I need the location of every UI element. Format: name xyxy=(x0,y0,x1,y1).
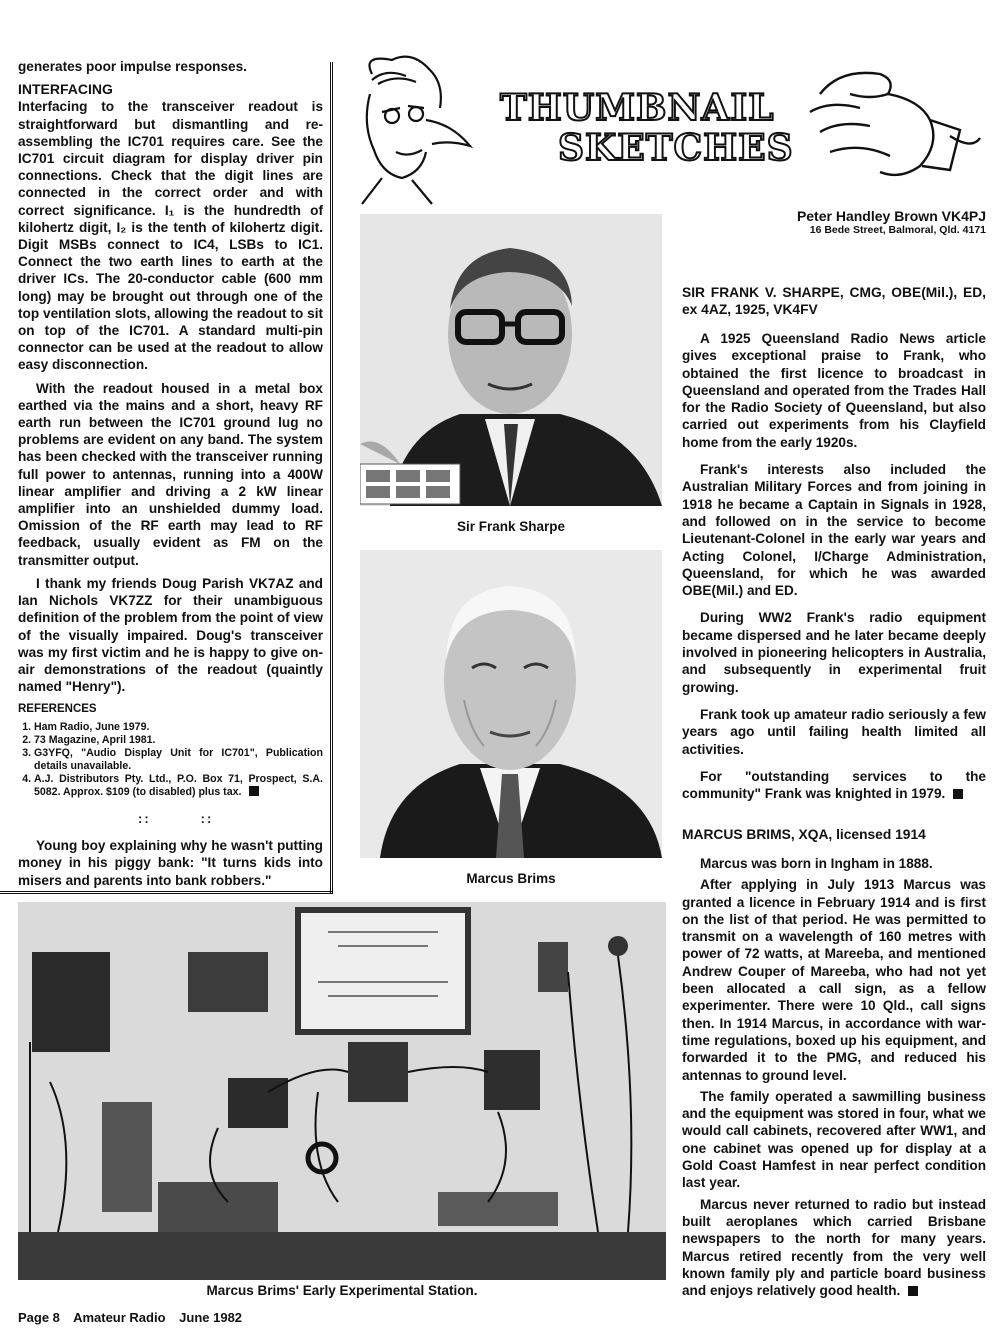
end-square-icon xyxy=(953,789,963,799)
thanks-paragraph: I thank my friends Doug Parish VK7AZ and Ian Nichols VK7ZZ for their unambiguous definition of the problem from the point of view of the visually impaired. Doug's transceiver was my first victim and he is happy to give on-air demonstrations of the readout (quaintly named "Henry"). xyxy=(18,575,323,695)
sharpe-article xyxy=(682,284,986,812)
sharpe-paragraph: Frank took up amateur radio seriously a few years ago until failing health limited all activities. xyxy=(682,706,986,757)
separator: :: :: xyxy=(138,810,214,826)
caricature-face-icon xyxy=(352,54,482,206)
brims-paragraph: Marcus was born in Ingham in 1888. xyxy=(700,856,933,871)
reference-item: 4. A.J. Distributors Pty. Ltd., P.O. Box 71, Prospect, S.A. 5082. Approx. $109 (to disabled) plus tax. xyxy=(34,773,323,798)
sharpe-paragraph: Frank's interests also included the Australian Military Forces and from joining in 1918 he became a Captain in Signals in 1928, and followed on in the service to become Lieutenant-Colonel in the early war years and Acting Colonel, I/Charge Administration, Queensland, for which he was awarded OBE(Mil.) and ED. xyxy=(682,462,986,599)
sharpe-paragraph: A 1925 Queensland Radio News article gives exceptional praise to Frank, who obtained the first licence to broadcast in Queensland and operated from the Trades Hall for the Radio Society of Queensland, but also carried out experiments from his Clayfield home from the early 1920s. xyxy=(682,331,986,450)
header-title-line2: SKETCHES xyxy=(558,127,794,169)
sharpe-photo xyxy=(360,214,662,506)
reference-item: 3. G3YFQ, "Audio Display Unit for IC701", Publication details unavailable. xyxy=(34,747,323,772)
station-caption: Marcus Brims' Early Experimental Station. xyxy=(206,1283,478,1298)
end-square-icon xyxy=(249,786,259,796)
sharpe-paragraph: During WW2 Frank's radio equipment became dispersed and he later became deeply involved in pioneering helicopters in Australia, and subsequently in experimental fruit growing. xyxy=(682,610,986,695)
interfacing-heading: INTERFACING xyxy=(18,81,113,98)
references-heading: REFERENCES xyxy=(18,703,97,716)
author-address: 16 Bede Street, Balmoral, Qld. 4171 xyxy=(809,224,986,236)
station-photo xyxy=(18,902,666,1280)
header-title-line1: THUMBNAIL xyxy=(500,87,775,129)
brims-paragraph: After applying in July 1913 Marcus was granted a licence in February 1914 and is first on the list of that period. He was permitted to transmit on a wavelength of 160 metres with power of 72 watts, at Mareeba, and mentioned Andrew Couper of Mareeba, who had not yet been allocated a call sign, as a fellow experimenter. There were 10 Qld., call signs then. In 1914 Marcus, in accordance with war-time regulations, boxed up his equipment, and forwarded it to the PMG, and reduced his antennas to ground level. xyxy=(682,877,986,1083)
hand-sketch-icon xyxy=(800,60,985,190)
sharpe-caption: Sir Frank Sharpe xyxy=(456,519,566,534)
header-title xyxy=(500,87,794,169)
intro-line: generates poor impulse responses. xyxy=(18,59,247,74)
author-block xyxy=(682,208,986,236)
brims-paragraph-last: Marcus never returned to radio but instead built aeroplanes which carried Brisbane newspapers to the north for many years. Marcus retired recently from the very well known family ply and particle board business and enjoys relatively good health. xyxy=(682,1196,986,1299)
brims-paragraph: The family operated a sawmilling business and the equipment was stored in four, what we would call cabinets, recovered after WW1, and one cabinet was opened up for display at a Gold Coast Hamfest in near perfect condition last year. xyxy=(682,1088,986,1191)
reference-item: 1. Ham Radio, June 1979. xyxy=(34,721,323,733)
references-list xyxy=(18,721,323,798)
sharpe-paragraph-last: For "outstanding services to the community" Frank was knighted in 1979. xyxy=(682,768,986,802)
reference-item: 2. 73 Magazine, April 1981. xyxy=(34,734,323,746)
footer-page: Page 8 xyxy=(18,1310,60,1325)
readout-paragraph: With the readout housed in a metal box earthed via the mains and a short, heavy RF earth run between the IC701 ground lug no problems are evident on any band. The system has been checked with the transceiver running full power to antennas, running into a 400W linear amplifier and driving a 2 kW linear amplifier into an unshielded dummy load. Omission of the RF earth may lead to RF feedback, usually evident as FM on the transmitter output. xyxy=(18,380,323,568)
brims-article xyxy=(682,826,986,1309)
author-name: Peter Handley Brown VK4PJ xyxy=(796,208,986,224)
brims-caption: Marcus Brims xyxy=(466,871,556,886)
end-square-icon xyxy=(908,1286,918,1296)
brims-heading: MARCUS BRIMS, XQA, licensed 1914 xyxy=(682,827,926,842)
interfacing-paragraph: Interfacing to the transceiver readout is straightforward but dismantling and re-assembling the IC701 requires care. See the IC701 circuit diagram for display driver pin connections. Check that the digit lines are connected in the correct order and with correct significance. I₁ is the hundredth of kilohertz digit, I₂ is the tenth of kilohertz digit. Digit MSBs connect to IC4, LSBs to IC1. Connect the two earth lines to earth at the driver ICs. The 20-conductor cable (600 mm long) may be brought out through one of the top ventilation slots, allowing the readout to sit on top of the IC701. A standard multi-pin connector can be used at the readout to allow easy disconnection. xyxy=(18,99,323,373)
sharpe-heading: SIR FRANK V. SHARPE, CMG, OBE(Mil.), ED, ex 4AZ, 1925, VK4FV xyxy=(682,285,986,317)
left-box-border xyxy=(330,62,333,894)
page-footer xyxy=(18,1310,252,1325)
left-box-border-bottom xyxy=(0,891,333,894)
brims-photo xyxy=(360,550,662,858)
footer-magazine: Amateur Radio xyxy=(73,1310,166,1325)
left-column xyxy=(18,58,323,895)
footer-date: June 1982 xyxy=(179,1310,243,1325)
joke-paragraph: Young boy explaining why he wasn't putting money in his piggy bank: "It turns kids into misers and parents into bank robbers." xyxy=(18,838,323,888)
